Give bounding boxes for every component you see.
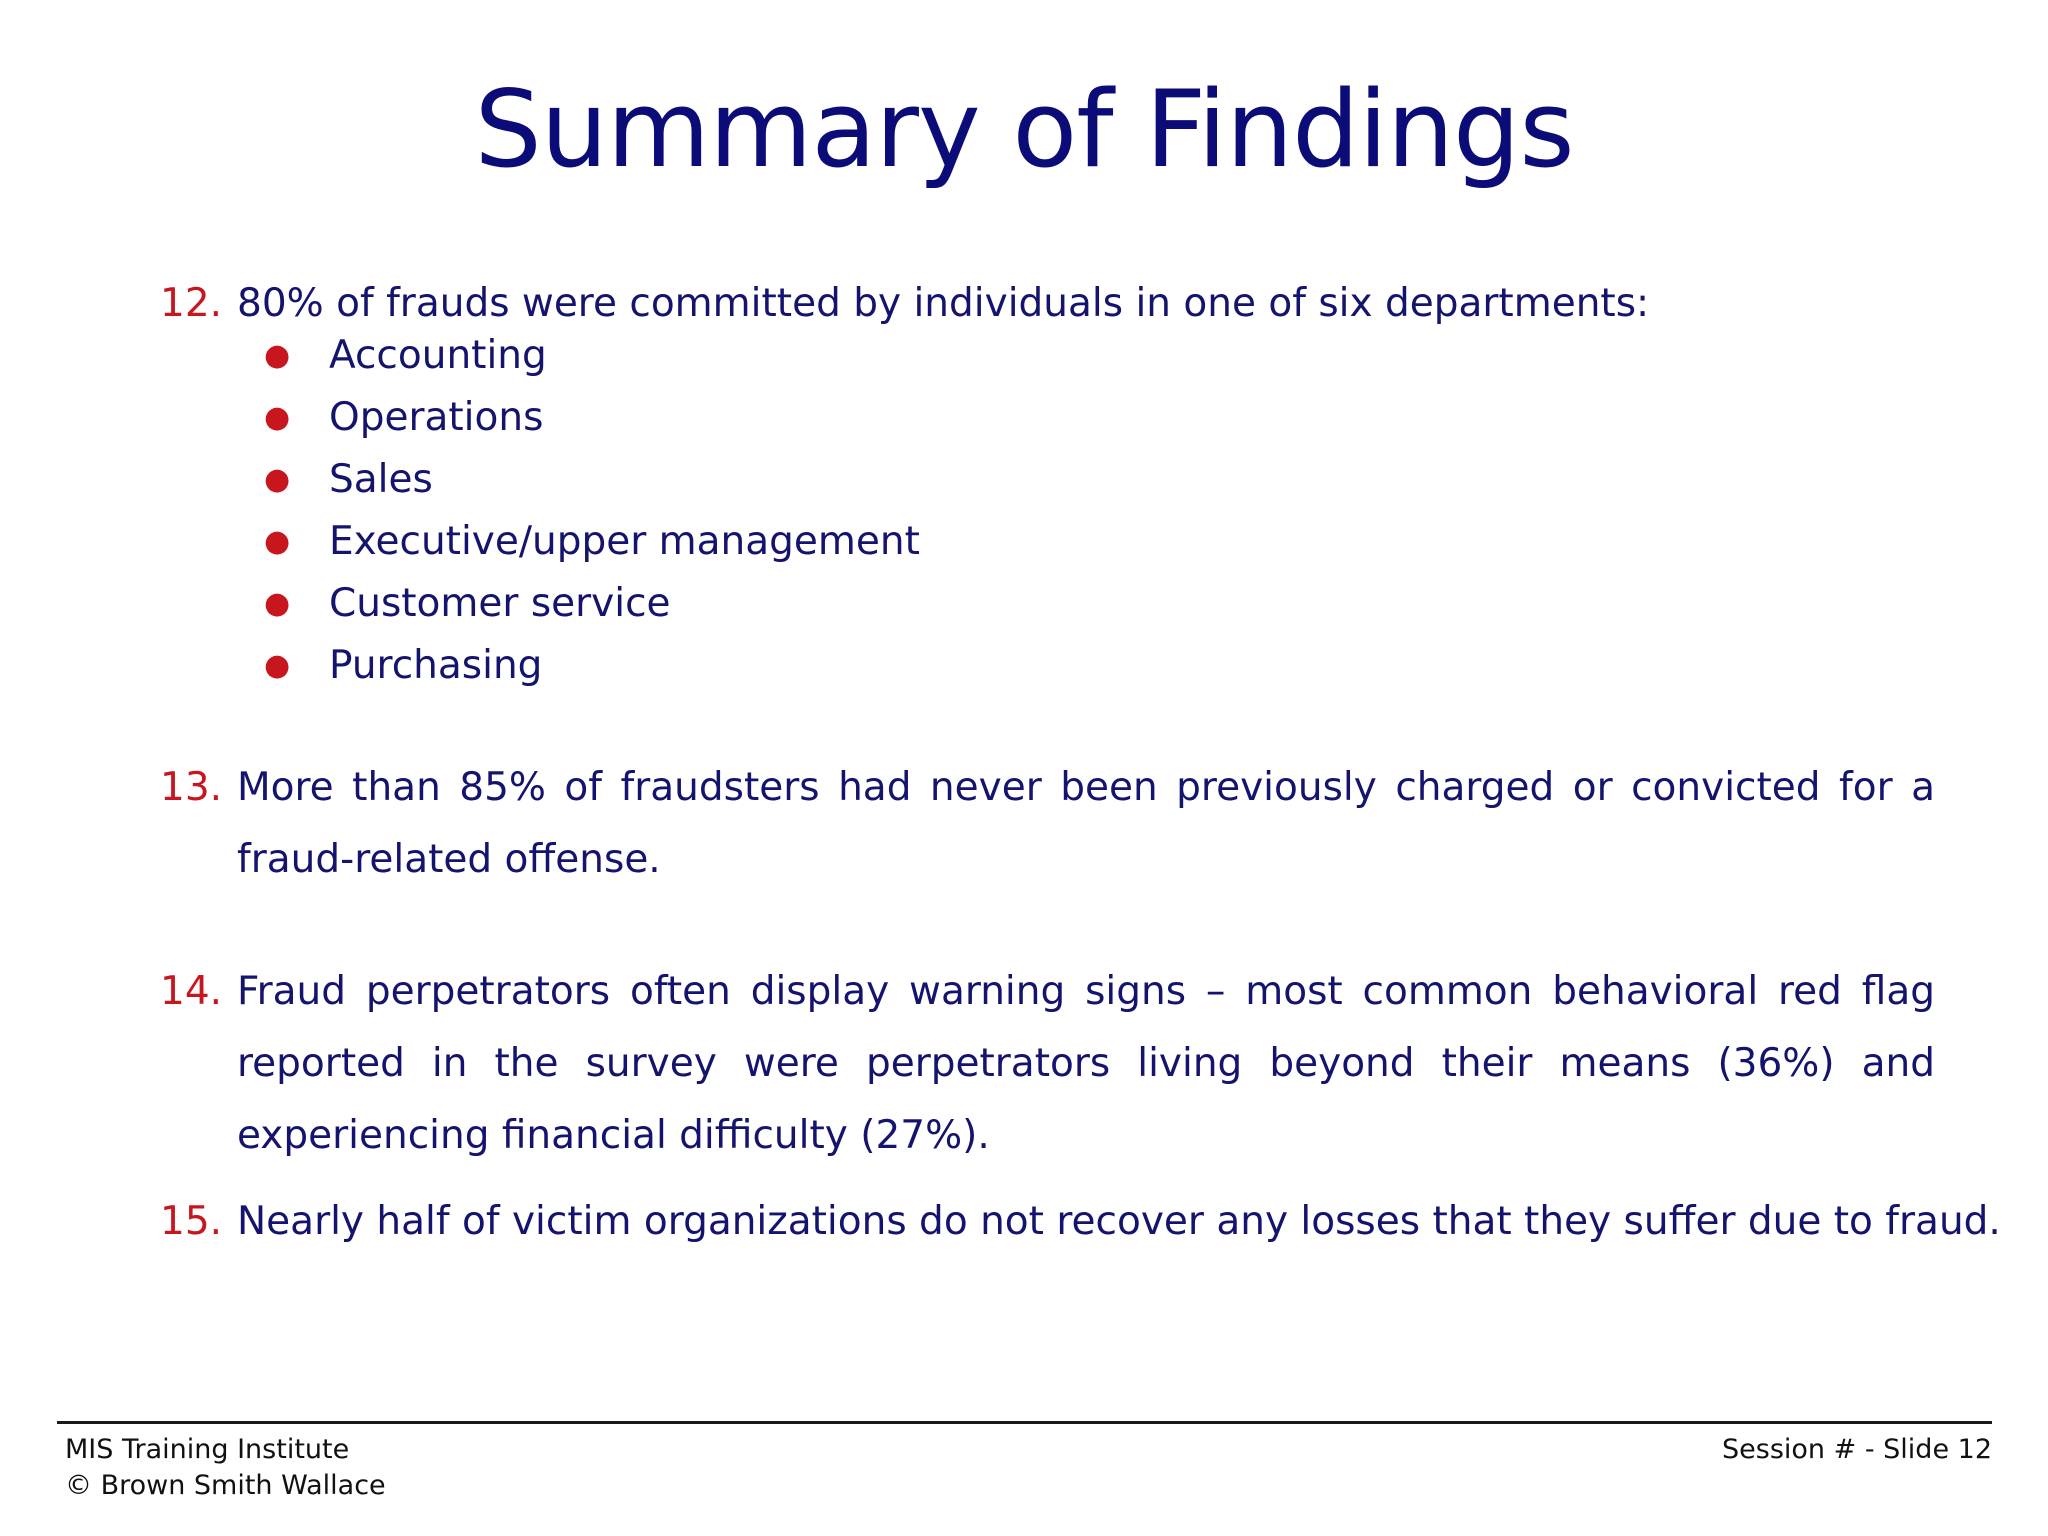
list-item (0, 449, 1200, 511)
department-label: Customer service (329, 581, 671, 626)
department-list (0, 325, 1200, 697)
bullet-dot-icon: ● (264, 524, 291, 559)
finding-number: 12. (160, 281, 223, 326)
bullet-dot-icon: ● (264, 648, 291, 683)
finding-text: 80% of frauds were committed by individuals in one of six departments: (237, 281, 1650, 326)
finding-text: Nearly half of victim organizations do not recover any losses that they suffer due to fraud. (237, 1199, 2001, 1244)
department-label: Sales (329, 457, 433, 502)
list-item (0, 325, 1200, 387)
department-label: Executive/upper management (329, 519, 920, 564)
footer-divider (57, 1421, 1992, 1424)
footer-copyright: © Brown Smith Wallace (65, 1470, 386, 1501)
finding-number: 15. (160, 1199, 223, 1244)
footer-left (65, 1432, 386, 1504)
bullet-dot-icon: ● (264, 338, 291, 373)
slide-title: Summary of Findings (474, 68, 1574, 191)
footer-organization: MIS Training Institute (65, 1434, 350, 1465)
bullet-dot-icon: ● (264, 586, 291, 621)
finding-text: Fraud perpetrators often display warning signs – most common behavioral red flag reported in the survey were perpetrators living beyond their means (36%) and experiencing financial difficulty (27%). (237, 969, 1935, 1158)
finding-text: More than 85% of fraudsters had never been previously charged or convicted for a fraud-related offense. (237, 765, 1935, 882)
list-item (0, 635, 1200, 697)
bullet-dot-icon: ● (264, 400, 291, 435)
department-label: Operations (329, 395, 544, 440)
list-item (0, 511, 1200, 573)
department-label: Accounting (329, 333, 547, 378)
finding-number: 14. (160, 969, 223, 1014)
list-item (0, 387, 1200, 449)
footer-right (1722, 1432, 1992, 1468)
department-label: Purchasing (329, 643, 543, 688)
bullet-dot-icon: ● (264, 462, 291, 497)
finding-number: 13. (160, 765, 223, 810)
slide-number-label: Session # - Slide 12 (1722, 1434, 1992, 1465)
list-item (0, 573, 1200, 635)
